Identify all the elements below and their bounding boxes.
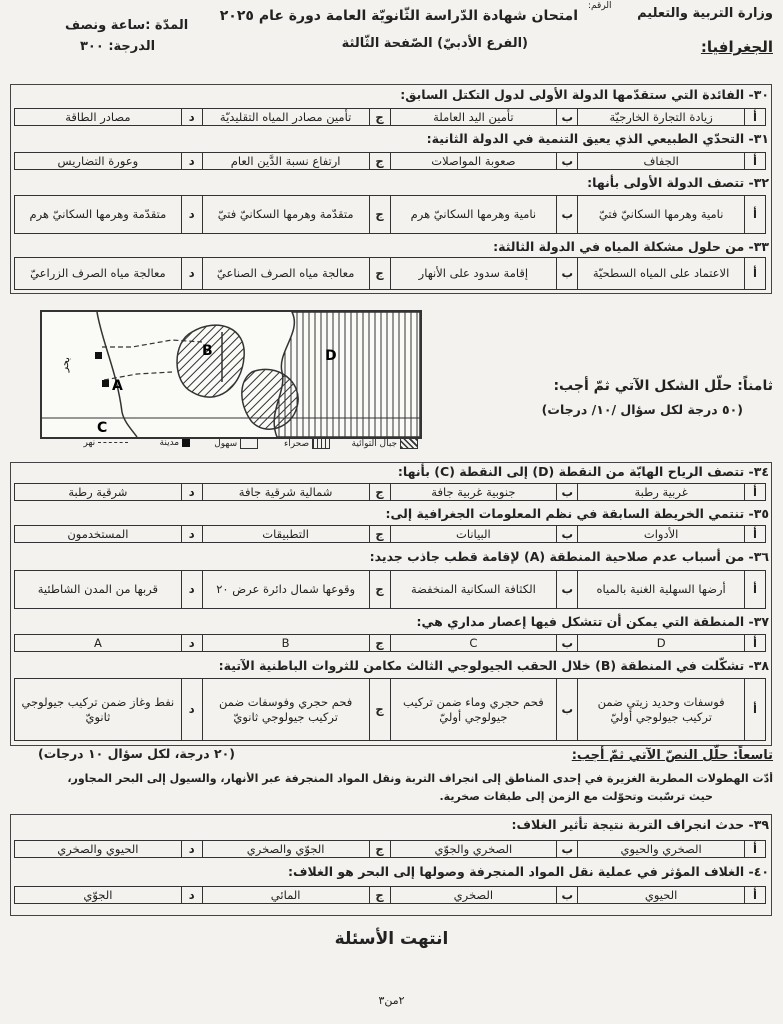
- vertical-lines-icon: [312, 438, 330, 449]
- question-34: ٣٤- تتصف الرياح الهابّة من النقطة (D) إلى النقطة (C) بأنها:: [397, 464, 769, 479]
- page-number: ٢من٣: [378, 994, 405, 1007]
- q35-letter-d: د: [181, 526, 202, 543]
- q39-letter-b: ب: [557, 841, 578, 858]
- q33-option-c[interactable]: معالجة مياه الصرف الصناعيّ: [202, 258, 369, 290]
- q39-options: [14, 840, 766, 858]
- q35-option-c[interactable]: التطبيقات: [202, 526, 369, 543]
- question-31: ٣١- التحدّي الطبيعي الذي يعيق التنمية في الدولة الثانية:: [426, 131, 769, 146]
- q32-option-a[interactable]: نامية وهرمها السكانيّ فتيّ: [578, 196, 745, 234]
- q30-option-c[interactable]: تأمين مصادر المياه التقليديّة: [202, 109, 369, 126]
- q37-letter-b: ب: [557, 635, 578, 652]
- q31-option-a[interactable]: الجفاف: [578, 153, 745, 170]
- q32-options: [14, 195, 766, 234]
- q38-option-a[interactable]: فوسفات وحديد زيتي ضمن تركيب جيولوجي أوليّ: [578, 679, 745, 741]
- q32-letter-b: ب: [557, 196, 578, 234]
- q30-options: [14, 108, 766, 126]
- q35-letter-b: ب: [557, 526, 578, 543]
- q31-letter-b: ب: [557, 153, 578, 170]
- q33-option-b[interactable]: إقامة سدود على الأنهار: [390, 258, 557, 290]
- map-label-sea: بحر: [59, 356, 73, 373]
- legend-item-river: نهر: [84, 438, 129, 448]
- q32-option-c[interactable]: متقدّمة وهرمها السكانيّ فتيّ: [202, 196, 369, 234]
- q34-letter-c: ج: [369, 484, 390, 501]
- q39-option-b[interactable]: الصخري والجوّي: [390, 841, 557, 858]
- q40-options: [14, 886, 766, 904]
- q37-option-b[interactable]: C: [390, 635, 557, 652]
- exam-page: [10, 1, 773, 1016]
- mountain-region-b: [177, 325, 244, 397]
- q35-options: [14, 525, 766, 543]
- q34-option-a[interactable]: غربية رطبة: [578, 484, 745, 501]
- passage-line-1: أدّت الهطولات المطرية الغزيرة في إحدى المناطق إلى انجراف التربة ونقل المواد المنجرفة عبر الأنهار، والسيول إلى البحر المجاور،: [67, 772, 773, 785]
- q38-letter-c: ج: [369, 679, 390, 741]
- q36-letter-a: أ: [745, 571, 766, 609]
- q37-letter-c: ج: [369, 635, 390, 652]
- map-label-c: C: [97, 420, 108, 436]
- section-9-marks: (٢٠ درجة، لكل سؤال ١٠ درجات): [38, 746, 235, 761]
- q37-letter-d: د: [181, 635, 202, 652]
- q30-option-d[interactable]: مصادر الطاقة: [15, 109, 182, 126]
- q34-letter-b: ب: [557, 484, 578, 501]
- mountain-region-south: [242, 369, 298, 429]
- city-marker-north: [95, 352, 102, 359]
- q31-option-b[interactable]: صعوبة المواصلات: [390, 153, 557, 170]
- q39-letter-d: د: [181, 841, 202, 858]
- q32-letter-a: أ: [745, 196, 766, 234]
- passage-line-2: حيث ترسّبت وتحوّلت مع الزمن إلى طبقات صخرية.: [439, 790, 713, 803]
- q33-option-a[interactable]: الاعتماد على المياه السطحيّة: [578, 258, 745, 290]
- section-8-title: ثامناً: حلّل الشكل الآتي ثمّ أجب:: [553, 378, 773, 394]
- q32-option-b[interactable]: نامية وهرمها السكانيّ هرم: [390, 196, 557, 234]
- q36-option-b[interactable]: الكثافة السكانية المنخفضة: [390, 571, 557, 609]
- q30-letter-b: ب: [557, 109, 578, 126]
- legend-item-city: مدينة: [160, 438, 190, 448]
- empty-box-icon: [240, 438, 258, 449]
- map-label-b: B: [202, 343, 213, 359]
- q40-letter-c: ج: [369, 887, 390, 904]
- q30-letter-d: د: [181, 109, 202, 126]
- q40-option-a[interactable]: الحيوي: [578, 887, 745, 904]
- exam-marks: الدرجة: ٣٠٠: [80, 39, 156, 54]
- q38-option-c[interactable]: فحم حجري وفوسفات ضمن تركيب جيولوجي ثانويّ: [202, 679, 369, 741]
- question-37: ٣٧- المنطقة التي يمكن أن تتشكل فيها إعصار مداري هي:: [416, 614, 769, 629]
- q37-option-a[interactable]: D: [578, 635, 745, 652]
- q40-option-c[interactable]: المائي: [202, 887, 369, 904]
- question-33: ٣٣- من حلول مشكلة المياه في الدولة الثالثة:: [493, 239, 769, 254]
- q33-letter-d: د: [181, 258, 202, 290]
- q35-option-d[interactable]: المستخدمون: [15, 526, 182, 543]
- q36-letter-b: ب: [557, 571, 578, 609]
- q31-options: [14, 152, 766, 170]
- q40-option-b[interactable]: الصخري: [390, 887, 557, 904]
- q33-option-d[interactable]: معالجة مياه الصرف الزراعيّ: [15, 258, 182, 290]
- q36-option-a[interactable]: أرضها السهلية الغنية بالمياه: [578, 571, 745, 609]
- question-40: ٤٠- الغلاف المؤثر في عملية نقل المواد المنجرفة وصولها إلى البحر هو الغلاف:: [287, 864, 769, 879]
- q30-letter-c: ج: [369, 109, 390, 126]
- map-svg: [42, 312, 420, 437]
- q38-letter-d: د: [181, 679, 202, 741]
- q34-options: [14, 483, 766, 501]
- map-label-a: A: [112, 378, 123, 394]
- q39-option-a[interactable]: الصخري والحيوي: [578, 841, 745, 858]
- q36-letter-c: ج: [369, 571, 390, 609]
- q34-letter-a: أ: [745, 484, 766, 501]
- q38-options: [14, 678, 766, 741]
- exam-duration: المدّة :ساعة ونصف: [65, 18, 189, 33]
- q34-letter-d: د: [181, 484, 202, 501]
- q36-options: [14, 570, 766, 609]
- q36-option-d[interactable]: قربها من المدن الشاطئية: [15, 571, 182, 609]
- q32-letter-c: ج: [369, 196, 390, 234]
- q32-option-d[interactable]: متقدّمة وهرمها السكانيّ هرم: [15, 196, 182, 234]
- q35-option-b[interactable]: البيانات: [390, 526, 557, 543]
- q40-letter-a: أ: [745, 887, 766, 904]
- q33-letter-b: ب: [557, 258, 578, 290]
- q40-letter-b: ب: [557, 887, 578, 904]
- city-square-icon: [182, 439, 190, 447]
- dashed-line-icon: [98, 442, 128, 443]
- map-legend: [40, 438, 418, 452]
- q37-options: [14, 634, 766, 652]
- q32-letter-d: د: [181, 196, 202, 234]
- q39-letter-c: ج: [369, 841, 390, 858]
- q38-letter-a: أ: [745, 679, 766, 741]
- question-35: ٣٥- تنتمي الخريطة السابقة في نظم المعلومات الجغرافية إلى:: [385, 506, 769, 521]
- q38-option-d[interactable]: نفط وغاز ضمن تركيب جيولوجي ثانويّ: [15, 679, 182, 741]
- q39-option-d[interactable]: الحيوي والصخري: [15, 841, 182, 858]
- q37-letter-a: أ: [745, 635, 766, 652]
- hatch-icon: [400, 438, 418, 449]
- question-36: ٣٦- من أسباب عدم صلاحية المنطقة (A) لإقامة قطب جاذب جديد:: [369, 549, 769, 564]
- q40-letter-d: د: [181, 887, 202, 904]
- map-label-d: D: [325, 348, 337, 364]
- section-9-title: تاسعاً: حلّل النصّ الآتي ثمّ أجب:: [571, 748, 773, 763]
- q34-option-d[interactable]: شرقية رطبة: [15, 484, 182, 501]
- exam-title: امتحان شهادة الدّراسة الثّانويّة العامة دورة عام ٢٠٢٥: [219, 8, 578, 24]
- question-30: ٣٠- الفائدة التي ستقدّمها الدولة الأولى لدول التكتل السابق:: [400, 87, 769, 102]
- q34-option-c[interactable]: شمالية شرقية جافة: [202, 484, 369, 501]
- q37-option-c[interactable]: B: [202, 635, 369, 652]
- q40-option-d[interactable]: الجوّي: [15, 887, 182, 904]
- q30-letter-a: أ: [745, 109, 766, 126]
- subject-label: الجغرافيا:: [700, 38, 773, 56]
- corner-label: الرقم:: [588, 1, 612, 11]
- question-38: ٣٨- تشكّلت في المنطقة (B) خلال الحقب الجيولوجي الثالث مكامن للثروات الباطنية الآتية:: [218, 658, 769, 673]
- q33-letter-c: ج: [369, 258, 390, 290]
- q31-option-d[interactable]: وعورة التضاريس: [15, 153, 182, 170]
- q34-option-b[interactable]: جنوبية غربية جافة: [390, 484, 557, 501]
- q39-option-c[interactable]: الجوّي والصخري: [202, 841, 369, 858]
- q36-option-c[interactable]: وقوعها شمال دائرة عرض ٢٠: [202, 571, 369, 609]
- q38-letter-b: ب: [557, 679, 578, 741]
- question-39: ٣٩- حدث انجراف التربة نتيجة تأثير الغلاف:: [511, 817, 769, 832]
- q33-options: [14, 257, 766, 290]
- q30-option-a[interactable]: زيادة التجارة الخارجيّة: [578, 109, 745, 126]
- q35-letter-c: ج: [369, 526, 390, 543]
- q31-letter-d: د: [181, 153, 202, 170]
- city-marker-a: [102, 380, 109, 387]
- q36-letter-d: د: [181, 571, 202, 609]
- q35-option-a[interactable]: الأدوات: [578, 526, 745, 543]
- legend-item-plains: سهول: [214, 438, 258, 449]
- legend-item-mountains: جبال التوائية: [352, 438, 418, 449]
- q37-option-d[interactable]: A: [15, 635, 182, 652]
- q30-option-b[interactable]: تأمين اليد العاملة: [390, 109, 557, 126]
- q35-letter-a: أ: [745, 526, 766, 543]
- question-32: ٣٢- تتصف الدولة الأولى بأنها:: [587, 175, 769, 190]
- q39-letter-a: أ: [745, 841, 766, 858]
- ministry-name: وزارة التربية والتعليم: [637, 6, 773, 21]
- end-of-questions: انتهت الأسئلة: [334, 929, 449, 949]
- q31-letter-a: أ: [745, 153, 766, 170]
- legend-item-desert: صحراء: [284, 438, 330, 449]
- q33-letter-a: أ: [745, 258, 766, 290]
- branch-page: (الفرع الأدبيّ) الصّفحة الثّالثة: [341, 36, 528, 51]
- map-figure: [40, 310, 422, 439]
- q31-option-c[interactable]: ارتفاع نسبة الدَّين العام: [202, 153, 369, 170]
- section-8-marks: (٥٠ درجة لكل سؤال /١٠/ درجات): [541, 402, 743, 417]
- q38-option-b[interactable]: فحم حجري وماء ضمن تركيب جيولوجي أوليّ: [390, 679, 557, 741]
- q31-letter-c: ج: [369, 153, 390, 170]
